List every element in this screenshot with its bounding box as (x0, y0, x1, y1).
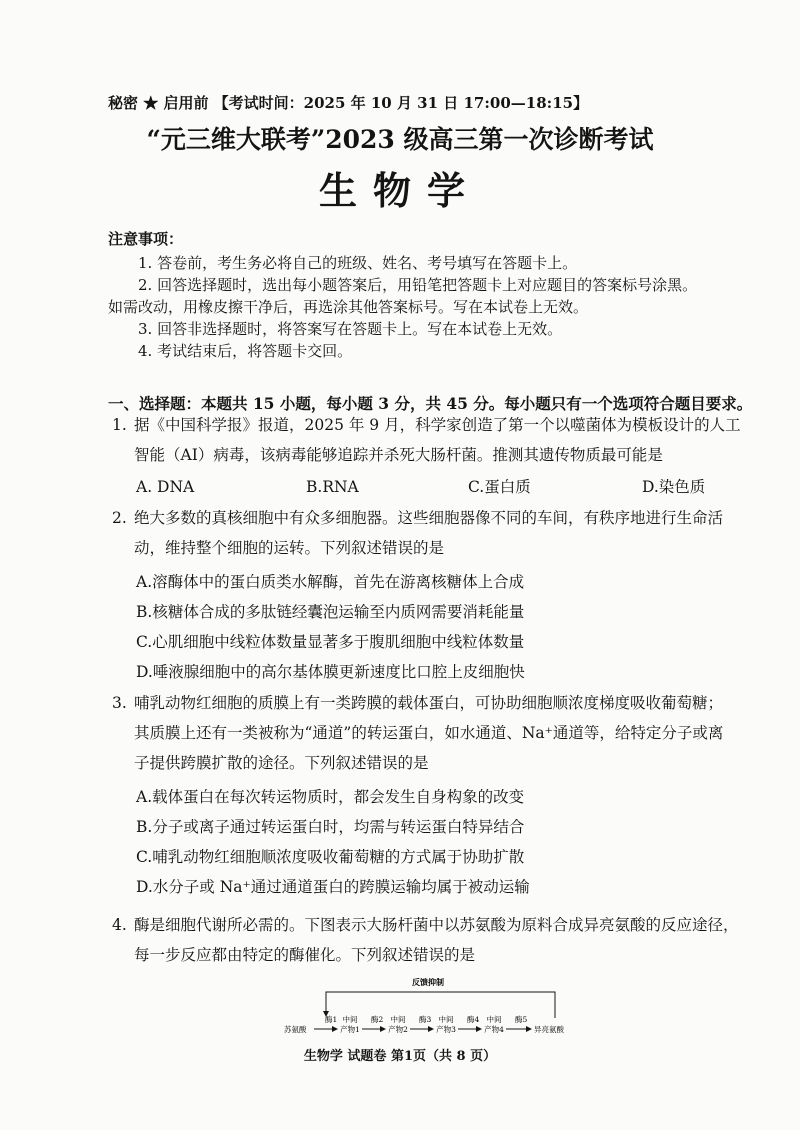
question-text-line: 酶是细胞代谢所必需的。下图表示大肠杆菌中以苏氨酸为原料合成异亮氨酸的反应途径， (134, 916, 739, 934)
notice-item: 2. 回答选择题时，选出每小题答案后，用铅笔把答题卡上对应题目的答案标号涂黑。 (138, 276, 698, 294)
question-text-line: 据《中国科学报》报道，2025 年 9 月，科学家创造了第一个以噬菌体为模板设计的人工 (134, 416, 741, 434)
notice-item: 1. 答卷前，考生务必将自己的班级、姓名、考号填写在答题卡上。 (138, 254, 578, 272)
feedback-label: 反馈抑制 (412, 977, 444, 987)
question-2 (112, 503, 792, 687)
intermediate-label: 产物3 (436, 1025, 456, 1034)
start-substrate: 苏氨酸 (284, 1025, 307, 1034)
option-a: A.溶酶体中的蛋白质类水解酶，首先在游离核糖体上合成 (136, 573, 525, 591)
intermediate-label: 产物1 (340, 1025, 360, 1034)
question-1 (112, 410, 792, 502)
exam-title: “元三维大联考”2023 级高三第一次诊断考试 (146, 125, 654, 154)
question-4 (112, 910, 792, 970)
enzyme-label: 酶5 (515, 1015, 528, 1024)
question-number: 3. (112, 694, 127, 712)
intermediate-label: 中间 (390, 1015, 406, 1024)
option-b: B.分子或离子通过转运蛋白时，均需与转运蛋白特异结合 (136, 818, 525, 836)
question-number: 4. (112, 916, 127, 934)
page-footer: 生物学 试题卷 第1页（共 8 页） (303, 1049, 497, 1064)
enzyme-label: 酶3 (419, 1015, 432, 1024)
notice-item: 如需改动，用橡皮擦干净后，再选涂其他答案标号。写在本试卷上无效。 (108, 298, 589, 316)
question-3 (112, 688, 792, 902)
question-text-line: 绝大多数的真核细胞中有众多细胞器。这些细胞器像不同的车间，有秩序地进行生命活 (134, 509, 724, 527)
subject-title: 生物学 (318, 168, 481, 213)
notice-heading: 注意事项： (108, 230, 184, 248)
intermediate-label: 产物4 (484, 1025, 504, 1034)
section-heading: 一、选择题：本题共 15 小题，每小题 3 分，共 45 分。每小题只有一个选项符合题目要求。 (108, 394, 753, 413)
question-text-line: 动，维持整个细胞的运转。下列叙述错误的是 (134, 539, 445, 557)
enzyme-label: 酶2 (371, 1015, 384, 1024)
option-c: C.哺乳动物红细胞顺浓度吸收葡萄糖的方式属于协助扩散 (136, 848, 525, 866)
option-c: C.心肌细胞中线粒体数量显著多于腹肌细胞中线粒体数量 (136, 633, 525, 651)
option-d: D.水分子或 Na⁺通过通道蛋白的跨膜运输均属于被动运输 (136, 878, 530, 896)
option-c: C.蛋白质 (468, 478, 531, 496)
option-a: A. DNA (136, 478, 195, 496)
question-text-line: 其质膜上还有一类被称为“通道”的转运蛋白，如水通道、Na⁺通道等，给特定分子或离 (134, 724, 724, 742)
option-d: D.染色质 (642, 478, 706, 496)
question-text-line: 智能（AI）病毒，该病毒能够追踪并杀死大肠杆菌。推测其遗传物质最可能是 (134, 446, 663, 464)
question-text-line: 子提供跨膜扩散的途径。下列叙述错误的是 (134, 754, 429, 772)
intermediate-label: 中间 (486, 1015, 502, 1024)
option-a: A.载体蛋白在每次转运物质时，都会发生自身构象的改变 (136, 788, 525, 806)
notice-list (108, 252, 788, 362)
option-d: D.唾液腺细胞中的高尔基体膜更新速度比口腔上皮细胞快 (136, 663, 525, 681)
option-b: B.核糖体合成的多肽链经囊泡运输至内质网需要消耗能量 (136, 603, 525, 621)
pathway-diagram (270, 976, 590, 1038)
intermediate-label: 中间 (438, 1015, 454, 1024)
intermediate-label: 中间 (342, 1015, 358, 1024)
enzyme-label: 酶4 (467, 1015, 480, 1024)
intermediate-label: 产物2 (388, 1025, 408, 1034)
end-product: 异亮氨酸 (534, 1025, 564, 1034)
question-text-line: 每一步反应都由特定的酶催化。下列叙述错误的是 (134, 946, 476, 964)
question-number: 2. (112, 509, 127, 527)
option-b: B.RNA (306, 478, 359, 496)
options-row (136, 472, 792, 502)
notice-item: 4. 考试结束后，将答题卡交回。 (138, 342, 353, 360)
enzyme-label: 酶1 (325, 1015, 338, 1024)
confidential-line: 秘密 ★ 启用前 【考试时间：2025 年 10 月 31 日 17:00—18:15】 (108, 94, 589, 112)
notice-item: 3. 回答非选择题时，将答案写在答题卡上。写在本试卷上无效。 (138, 320, 563, 338)
question-text-line: 哺乳动物红细胞的质膜上有一类跨膜的载体蛋白，可协助细胞顺浓度梯度吸收葡萄糖； (134, 694, 724, 712)
question-number: 1. (112, 416, 127, 434)
